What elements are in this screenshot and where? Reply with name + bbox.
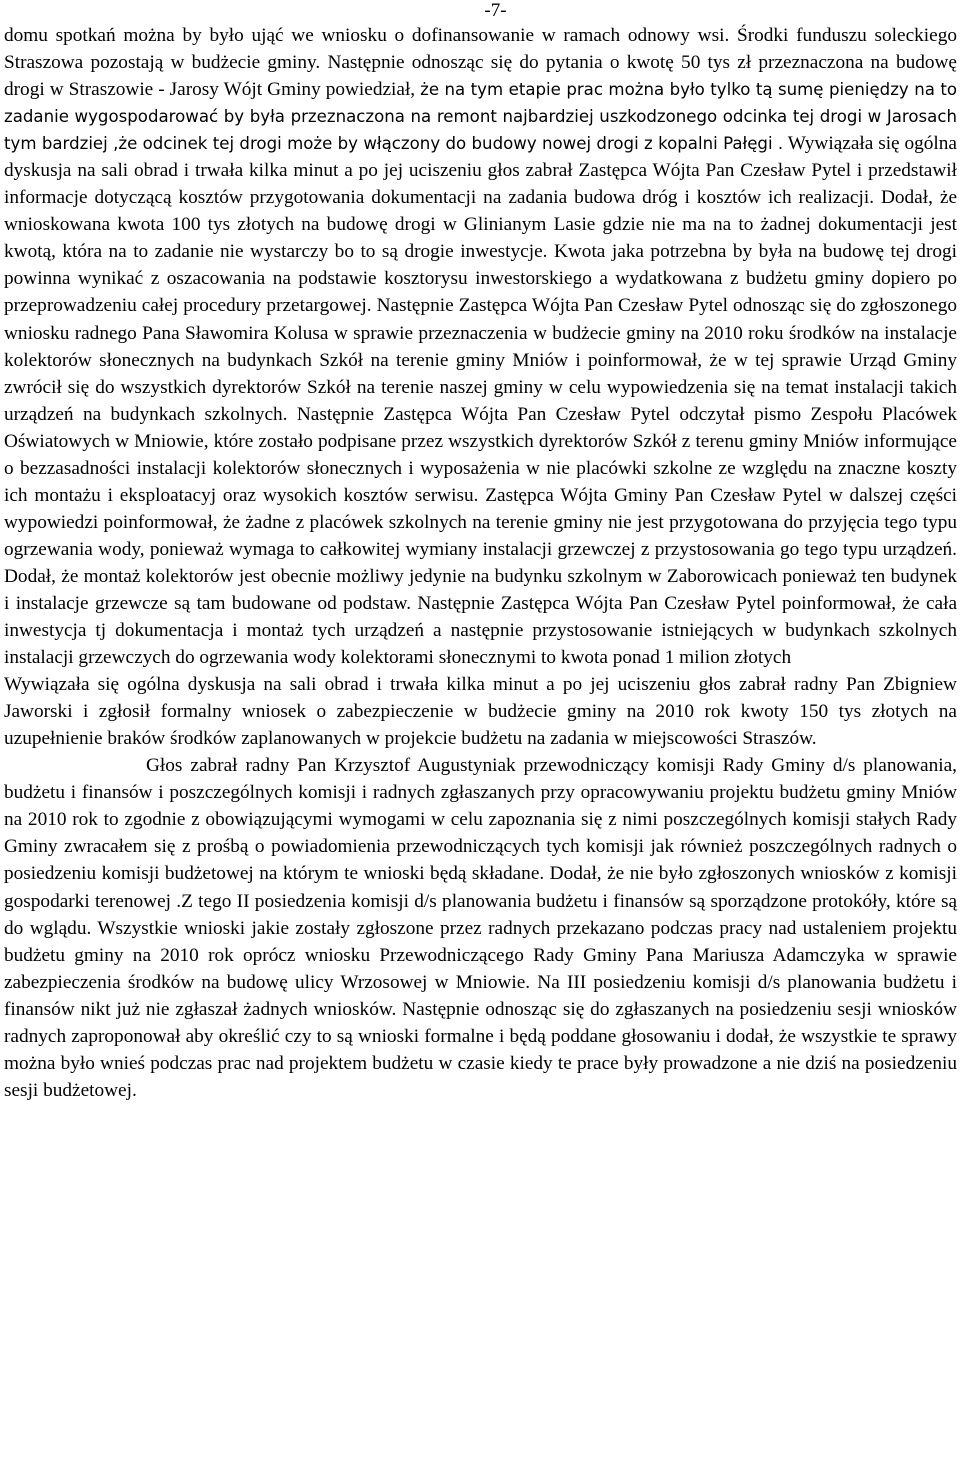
paragraph-1-part-2: że na tym etapie prac można było tylko tą sumę pieniędzy na to zadanie wygospodarować by była przeznaczona na remont najbardziej uszkodzonego odcinka tej drogi w Jarosach tym bardziej ,że odcinek tej drogi może by włączony do budowy nowej drogi z kopalni Pałęgi .: [4, 80, 957, 154]
page-number: -7-: [484, 0, 507, 21]
document-body: [4, 22, 957, 1104]
paragraph-2-text: Wywiązała się ogólna dyskusja na sali obrad i trwała kilka minut a po jej uciszeniu głos zabrał radny Pan Zbigniew Jaworski i zgłosił formalny wniosek o zabezpieczenie w budżecie gminy na 2010 rok kwoty 150 tys złotych na uzupełnienie braków środków zaplanowanych w projekcie budżetu na zadania w miejscowości Straszów.: [4, 674, 957, 750]
paragraph-3: [4, 752, 957, 1104]
paragraph-1: [4, 22, 957, 671]
paragraph-3-text: Głos zabrał radny Pan Krzysztof Augustyniak przewodniczący komisji Rady Gminy d/s planowania, budżetu i finansów i poszczególnych komisji i radnych zgłaszanych przy opracowywaniu projektu budżetu gminy Mniów na 2010 rok to zgodnie z obowiązującymi wymogami w celu zapoznania się z nimi poszczególnych komisji stałych Rady Gminy zwracałem się z prośbą o powiadomienia przewodniczących tych komisji jak również poszczególnych radnych o posiedzeniu komisji budżetowej na którym te wnioski będą składane. Dodał, że nie było zgłoszonych wniosków z komisji gospodarki terenowej .Z tego II posiedzenia komisji d/s planowania budżetu i finansów są sporządzone protokóły, które są do wglądu. Wszystkie wnioski jakie zostały zgłoszone przez radnych przekazano podczas pracy nad ustaleniem projektu budżetu gminy na 2010 rok oprócz wniosku Przewodniczącego Rady Gminy Pana Mariusza Adamczyka w sprawie zabezpieczenia środków na budowę ulicy Wrzosowej w Mniowie. Na III posiedzeniu komisji d/s planowania budżetu i finansów nikt już nie zgłaszał żadnych wniosków. Następnie odnosząc się do zgłaszanych na posiedzeniu sesji wniosków radnych zaproponował aby określić czy to są wnioski formalne i będą poddane głosowaniu i dodał, że wszystkie te sprawy można było wnieś podczas prac nad projektem budżetu w czasie kiedy te prace były prowadzone a nie dziś na posiedzeniu sesji budżetowej.: [4, 755, 957, 1101]
paragraph-1-part-1: domu spotkań można by było ująć we wniosku o dofinansowanie w ramach odnowy wsi. Środki funduszu soleckiego Straszowa pozostają w budżecie gminy. Następnie odnosząc się do pytania o kwotę 50 tys zł przeznaczona na budowę drogi w Straszowie - Jarosy Wójt Gminy powiedział,: [4, 25, 957, 101]
paragraph-2: [4, 671, 957, 752]
paragraph-1-part-3: Wywiązała się ogólna dyskusja na sali obrad i trwała kilka minut a po jej uciszeniu głos zabrał Zastępca Wójta Pan Czesław Pytel i przedstawił informacje dotyczącą kosztów przygotowania dokumentacji na zadania budowa dróg i kosztów ich realizacji. Dodał, że wnioskowana kwota 100 tys złotych na budowę drogi w Glinianym Lasie gdzie nie ma na to żadnej dokumentacji jest kwotą, która na to zadanie nie wystarczy bo to są drogie inwestycje. Kwota jaka potrzebna by była na budowę tej drogi powinna wynikać z oszacowania na podstawie kosztorysu inwestorskiego a wydatkowana z budżetu gminy dopiero po przeprowadzeniu całej procedury przetargowej. Następnie Zastępca Wójta Pan Czesław Pytel odnosząc się do zgłoszonego wniosku radnego Pana Sławomira Kolusa w sprawie przeznaczenia w budżecie gminy na 2010 roku środków na instalacje kolektorów słonecznych na budynkach Szkół na terenie gminy Mniów i poinformował, że w tej sprawie Urząd Gminy zwrócił się do wszystkich dyrektorów Szkół na terenie naszej gminy w celu wypowiedzenia się na temat instalacji takich urządzeń na budynkach szkolnych. Następnie Zastępca Wójta Pan Czesław Pytel odczytał pismo Zespołu Placówek Oświatowych w Mniowie, które zostało podpisane przez wszystkich dyrektorów Szkół z terenu gminy Mniów informujące o bezzasadności instalacji kolektorów słonecznych i wyposażenia w nie placówki szkolne ze względu na znaczne koszty ich montażu i eksploatacyj oraz wysokich kosztów serwisu. Zastępca Wójta Gminy Pan Czesław Pytel w dalszej części wypowiedzi poinformował, że żadne z placówek szkolnych na terenie gminy nie jest przygotowana do przyjęcia tego typu ogrzewania wody, ponieważ wymaga to całkowitej wymiany instalacji grzewczej z przystosowania go tego typu urządzeń. Dodał, że montaż kolektorów jest obecnie możliwy jedynie na budynku szkolnym w Zaborowicach ponieważ ten budynek i instalacje grzewcze są tam budowane od podstaw. Następnie Zastępca Wójta Pan Czesław Pytel poinformował, że cała inwestycja tj dokumentacja i montaż tych urządzeń a następnie przystosowanie istniejących w budynkach szkolnych instalacji grzewczych do ogrzewania wody kolektorami słonecznymi to kwota ponad 1 milion złotych: [4, 133, 957, 669]
